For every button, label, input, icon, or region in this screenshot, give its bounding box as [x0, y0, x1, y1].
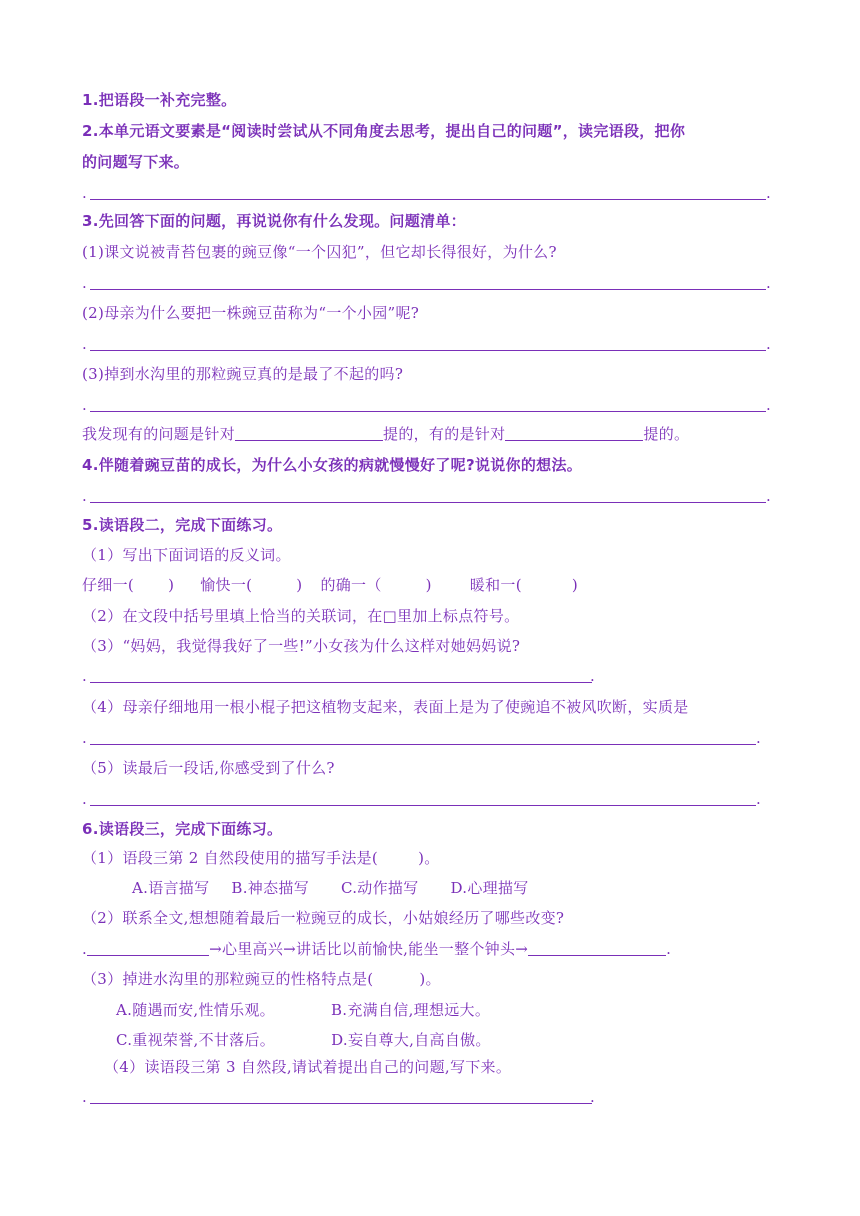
finding-text-a: 我发现有的问题是针对 — [82, 425, 236, 443]
answer-line-q2[interactable] — [82, 183, 772, 203]
question-3-sub-2: (2)母亲为什么要把一株豌豆苗称为“一个小园”呢? — [82, 304, 420, 322]
option-3b[interactable]: B.充满自信,理想远大。 — [330, 1001, 491, 1019]
underline — [90, 682, 592, 683]
underline — [90, 744, 756, 745]
dot: . — [82, 667, 87, 685]
option-3a[interactable]: A.随遇而安,性情乐观。 — [116, 1001, 275, 1019]
question-1: 1.把语段一补充完整。 — [82, 91, 237, 109]
option-row-2 — [116, 1030, 491, 1050]
dot: . — [82, 274, 87, 292]
finding-text-b: 提的，有的是针对 — [383, 425, 506, 443]
question-3-title: 3.先回答下面的问题，再说说你有什么发现。问题清单： — [82, 212, 466, 230]
dot: . — [82, 1088, 87, 1106]
option-3d[interactable]: D.妄自尊大,自高自傲。 — [331, 1031, 491, 1049]
question-6-sub-2: （2）联系全文,想想随着最后一粒豌豆的成长，小姑娘经历了哪些改变? — [82, 909, 565, 927]
option-d[interactable]: D.心理描写 — [450, 879, 529, 897]
underline — [90, 502, 766, 503]
question-6-sub-1-options — [132, 878, 529, 898]
question-6-title: 6.读语段三，完成下面练习。 — [82, 820, 283, 838]
underline — [90, 805, 756, 806]
dot: . — [82, 335, 87, 353]
antonym-3-close: ) — [425, 576, 432, 594]
dot: . — [590, 667, 595, 685]
antonym-1: 仔细一( — [82, 576, 135, 594]
underline — [90, 1103, 592, 1104]
dot: . — [756, 729, 761, 747]
question-2-line-2: 的问题写下来。 — [82, 153, 190, 171]
antonym-1-close: ) — [168, 576, 175, 594]
finding-text-c: 提的。 — [643, 425, 690, 443]
antonym-2-close: ) — [296, 576, 303, 594]
option-b[interactable]: B.神态描写 — [231, 879, 309, 897]
question-2-line-1: 2.本单元语文要素是“阅读时尝试从不同角度去思考，提出自己的问题”，读完语段，把你 — [82, 122, 686, 140]
question-6-sub-4: （4）读语段三第 3 自然段,请试着提出自己的问题,写下来。 — [104, 1058, 512, 1076]
dot: . — [766, 184, 771, 202]
question-3-sub-3: (3)掉到水沟里的那粒豌豆真的是最了不起的吗? — [82, 365, 404, 383]
underline — [90, 199, 766, 200]
answer-line-q6-4[interactable] — [82, 1087, 602, 1107]
antonym-4-close: ) — [571, 576, 579, 594]
dot: . — [82, 184, 87, 202]
question-5-sub-5: （5）读最后一段话,你感受到了什么? — [82, 759, 335, 777]
question-5-sub-2: （2）在文段中括号里填上恰当的关联词，在□里加上标点符号。 — [82, 607, 520, 625]
question-6-sub-3-text: （3）掉进水沟里的那粒豌豆的性格特点是( — [82, 970, 374, 988]
question-5-sub-4: （4）母亲仔细地用一根小棍子把这植物支起来，表面上是为了使豌追不被风吹断，实质是 — [82, 698, 689, 716]
answer-line-q3-2[interactable] — [82, 334, 772, 354]
answer-line-q4[interactable] — [82, 486, 772, 506]
question-6-sub-1 — [82, 848, 440, 868]
dot: . — [82, 729, 87, 747]
option-c[interactable]: C.动作描写 — [341, 879, 419, 897]
question-3-sub-1: (1)课文说被青苔包裹的豌豆像“一个囚犯”，但它却长得很好，为什么? — [82, 243, 557, 261]
question-6-sub-1-text: （1）语段三第 2 自然段使用的描写手法是( — [82, 849, 379, 867]
question-6-sub-3-close: )。 — [419, 970, 441, 988]
question-5-title: 5.读语段二，完成下面练习。 — [82, 516, 283, 534]
finding-blank-1[interactable] — [235, 425, 383, 441]
question-4: 4.伴随着豌豆苗的成长，为什么小女孩的病就慢慢好了呢?说说你的想法。 — [82, 456, 583, 474]
option-3c[interactable]: C.重视荣誉,不甘落后。 — [116, 1031, 276, 1049]
dot: . — [82, 790, 87, 808]
question-6-sub-3 — [82, 969, 441, 989]
dot: . — [82, 487, 87, 505]
answer-line-q3-3[interactable] — [82, 395, 772, 415]
dot: . — [82, 396, 87, 414]
antonym-row — [82, 575, 578, 595]
dot: . — [766, 487, 771, 505]
option-row-1 — [116, 1000, 490, 1020]
dot: . — [766, 274, 771, 292]
question-3-finding — [82, 424, 689, 444]
antonym-2: 愉快一( — [200, 576, 253, 594]
underline — [90, 289, 766, 290]
underline — [90, 350, 766, 351]
dot: . — [766, 396, 771, 414]
answer-line-q5-5[interactable] — [82, 789, 762, 809]
dot: . — [756, 790, 761, 808]
antonym-4: 暖和一( — [469, 576, 522, 594]
question-6-sub-2-chain — [82, 939, 671, 959]
change-blank-2[interactable] — [528, 940, 666, 956]
answer-line-q5-4[interactable] — [82, 728, 762, 748]
dot: . — [666, 940, 672, 958]
answer-line-q3-1[interactable] — [82, 273, 772, 293]
underline — [90, 411, 766, 412]
answer-line-q5-3[interactable] — [82, 666, 602, 686]
antonym-3: 的确一（ — [320, 576, 382, 594]
dot: . — [766, 335, 771, 353]
question-5-sub-3: （3）“妈妈，我觉得我好了一些!”小女孩为什么这样对她妈妈说? — [82, 637, 521, 655]
question-6-sub-1-close: )。 — [418, 849, 440, 867]
dot: . — [590, 1088, 595, 1106]
question-5-sub-1: （1）写出下面词语的反义词。 — [82, 546, 291, 564]
option-a[interactable]: A.语言描写 — [132, 879, 210, 897]
change-chain-text: →心里高兴→讲话比以前愉快,能坐一整个钟头→ — [209, 940, 529, 958]
finding-blank-2[interactable] — [505, 425, 643, 441]
change-blank-1[interactable] — [87, 940, 209, 956]
dot: . — [82, 940, 88, 958]
